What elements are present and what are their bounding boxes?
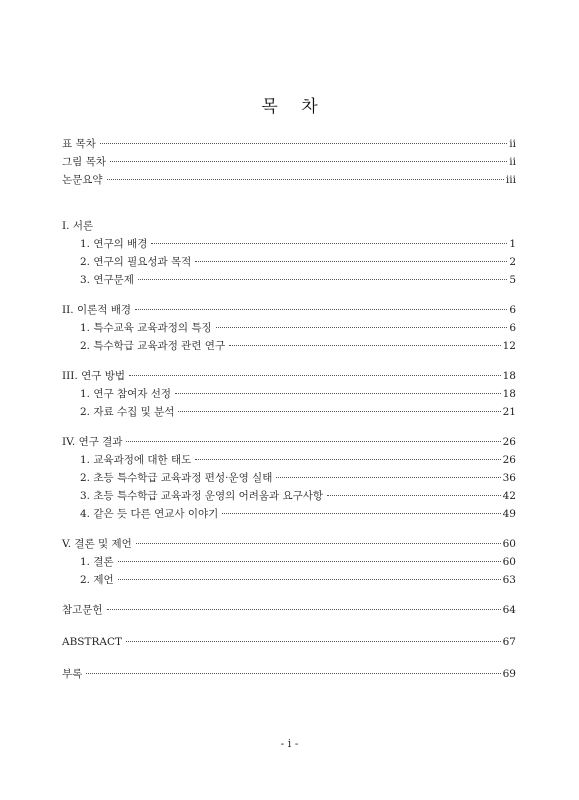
toc-leader [107, 609, 501, 610]
toc-entry-page: 64 [502, 604, 516, 616]
toc-leader [129, 375, 501, 376]
toc-entry-label: 2. 연구의 필요성과 목적 [80, 256, 192, 268]
page-title: 목 차 [261, 97, 318, 117]
toc-entry-label: 1. 연구 참여자 선정 [80, 388, 172, 400]
toc-entry-4-3[interactable] [80, 488, 516, 504]
toc-leader [327, 495, 501, 496]
toc-entry-page: 49 [502, 508, 516, 520]
toc-leader [135, 309, 507, 310]
toc-entry-5-2[interactable] [80, 572, 516, 588]
toc-entry-label: 3. 연구문제 [80, 274, 134, 286]
toc-entry-page: 5 [509, 274, 516, 286]
toc-entry-page: 6 [509, 322, 516, 334]
toc-entry-references[interactable] [62, 602, 516, 618]
toc-entry-chapter-1[interactable] [62, 218, 516, 234]
toc-entry-chapter-2[interactable] [62, 302, 516, 318]
toc-entry-label: 2. 특수학급 교육과정 관련 연구 [80, 340, 226, 352]
toc-entry-label: Ⅰ. 서론 [62, 220, 94, 232]
toc-entry-page: iii [505, 174, 516, 186]
toc-entry-page: 2 [509, 256, 516, 268]
toc-entry-4-1[interactable] [80, 452, 516, 468]
toc-entry-label: 2. 초등 특수학급 교육과정 편성·운영 실태 [80, 472, 273, 484]
toc-leader [195, 459, 500, 460]
toc-leader [100, 143, 508, 144]
toc-entry-page: 60 [502, 556, 516, 568]
toc-entry-page: 18 [502, 370, 516, 382]
toc-leader [86, 673, 500, 674]
toc-leader [178, 411, 500, 412]
toc-entry-label: 4. 같은 듯 다른 연교사 이야기 [80, 508, 219, 520]
toc-leader [118, 561, 501, 562]
toc-entry-1-2[interactable] [80, 254, 516, 270]
toc-entry-label: 1. 결론 [80, 556, 114, 568]
toc-entry-5-1[interactable] [80, 554, 516, 570]
toc-entry-summary[interactable] [62, 172, 516, 188]
toc-entry-page: ii [509, 156, 516, 168]
toc-entry-page: 6 [509, 304, 516, 316]
page-number-footer: - i - [280, 737, 299, 750]
toc-entry-1-1[interactable] [80, 236, 516, 252]
toc-entry-chapter-4[interactable] [62, 434, 516, 450]
toc-entry-label: V. 결론 및 제언 [62, 538, 132, 550]
toc-entry-label: 표 목차 [62, 138, 96, 150]
toc-entry-label: 참고문헌 [62, 604, 103, 616]
toc-entry-label: 1. 연구의 배경 [80, 238, 148, 250]
toc-entry-label: 2. 제언 [80, 574, 114, 586]
toc-entry-label: II. 이론적 배경 [62, 304, 132, 316]
toc-entry-label: 논문요약 [62, 174, 103, 186]
toc-leader [276, 477, 500, 478]
toc-entry-page: 26 [502, 436, 516, 448]
toc-entry-label: IV. 연구 결과 [62, 436, 123, 448]
toc-entry-abstract[interactable] [62, 634, 516, 650]
toc-entry-table-list[interactable] [62, 136, 516, 152]
toc-leader [229, 345, 501, 346]
toc-entry-page: 42 [502, 490, 516, 502]
toc-entry-label: 2. 자료 수집 및 분석 [80, 406, 175, 418]
toc-entry-page: 63 [502, 574, 516, 586]
toc-entry-1-3[interactable] [80, 272, 516, 288]
toc-entry-chapter-3[interactable] [62, 368, 516, 384]
toc-entry-4-4[interactable] [80, 506, 516, 522]
toc-entry-3-2[interactable] [80, 404, 516, 420]
toc-entry-label: 3. 초등 특수학급 교육과정 운영의 어려움과 요구사항 [80, 490, 324, 502]
toc-leader [126, 641, 501, 642]
toc-entry-page: 69 [502, 668, 516, 680]
toc-entry-label: III. 연구 방법 [62, 370, 126, 382]
toc-entry-2-2[interactable] [80, 338, 516, 354]
toc-leader [110, 161, 507, 162]
toc-entry-page: 67 [502, 636, 516, 648]
toc-leader [195, 261, 507, 262]
toc-entry-3-1[interactable] [80, 386, 516, 402]
toc-leader [175, 393, 501, 394]
toc-entry-appendix[interactable] [62, 666, 516, 682]
toc-entry-page: 12 [502, 340, 516, 352]
toc-leader [216, 327, 508, 328]
toc-entry-page: 36 [502, 472, 516, 484]
toc-entry-page: ii [509, 138, 516, 150]
toc-entry-label: 그림 목차 [62, 156, 106, 168]
toc-entry-page: 18 [502, 388, 516, 400]
toc-entry-page: 1 [509, 238, 516, 250]
toc-leader [107, 179, 504, 180]
toc-entry-label: ABSTRACT [62, 636, 123, 648]
toc-leader [118, 579, 501, 580]
toc-entry-2-1[interactable] [80, 320, 516, 336]
toc-entry-page: 60 [502, 538, 516, 550]
toc-entry-label: 부록 [62, 668, 83, 680]
toc-leader [126, 441, 500, 442]
toc-entry-page: 21 [502, 406, 516, 418]
toc-entry-label: 1. 특수교육 교육과정의 특징 [80, 322, 212, 334]
toc-entry-chapter-5[interactable] [62, 536, 516, 552]
toc-entry-label: 1. 교육과정에 대한 태도 [80, 454, 192, 466]
toc-entry-4-2[interactable] [80, 470, 516, 486]
toc-leader [222, 513, 500, 514]
toc-leader [136, 543, 501, 544]
toc-entry-page: 26 [502, 454, 516, 466]
toc-leader [138, 279, 507, 280]
toc-entry-figure-list[interactable] [62, 154, 516, 170]
toc-leader [151, 243, 507, 244]
